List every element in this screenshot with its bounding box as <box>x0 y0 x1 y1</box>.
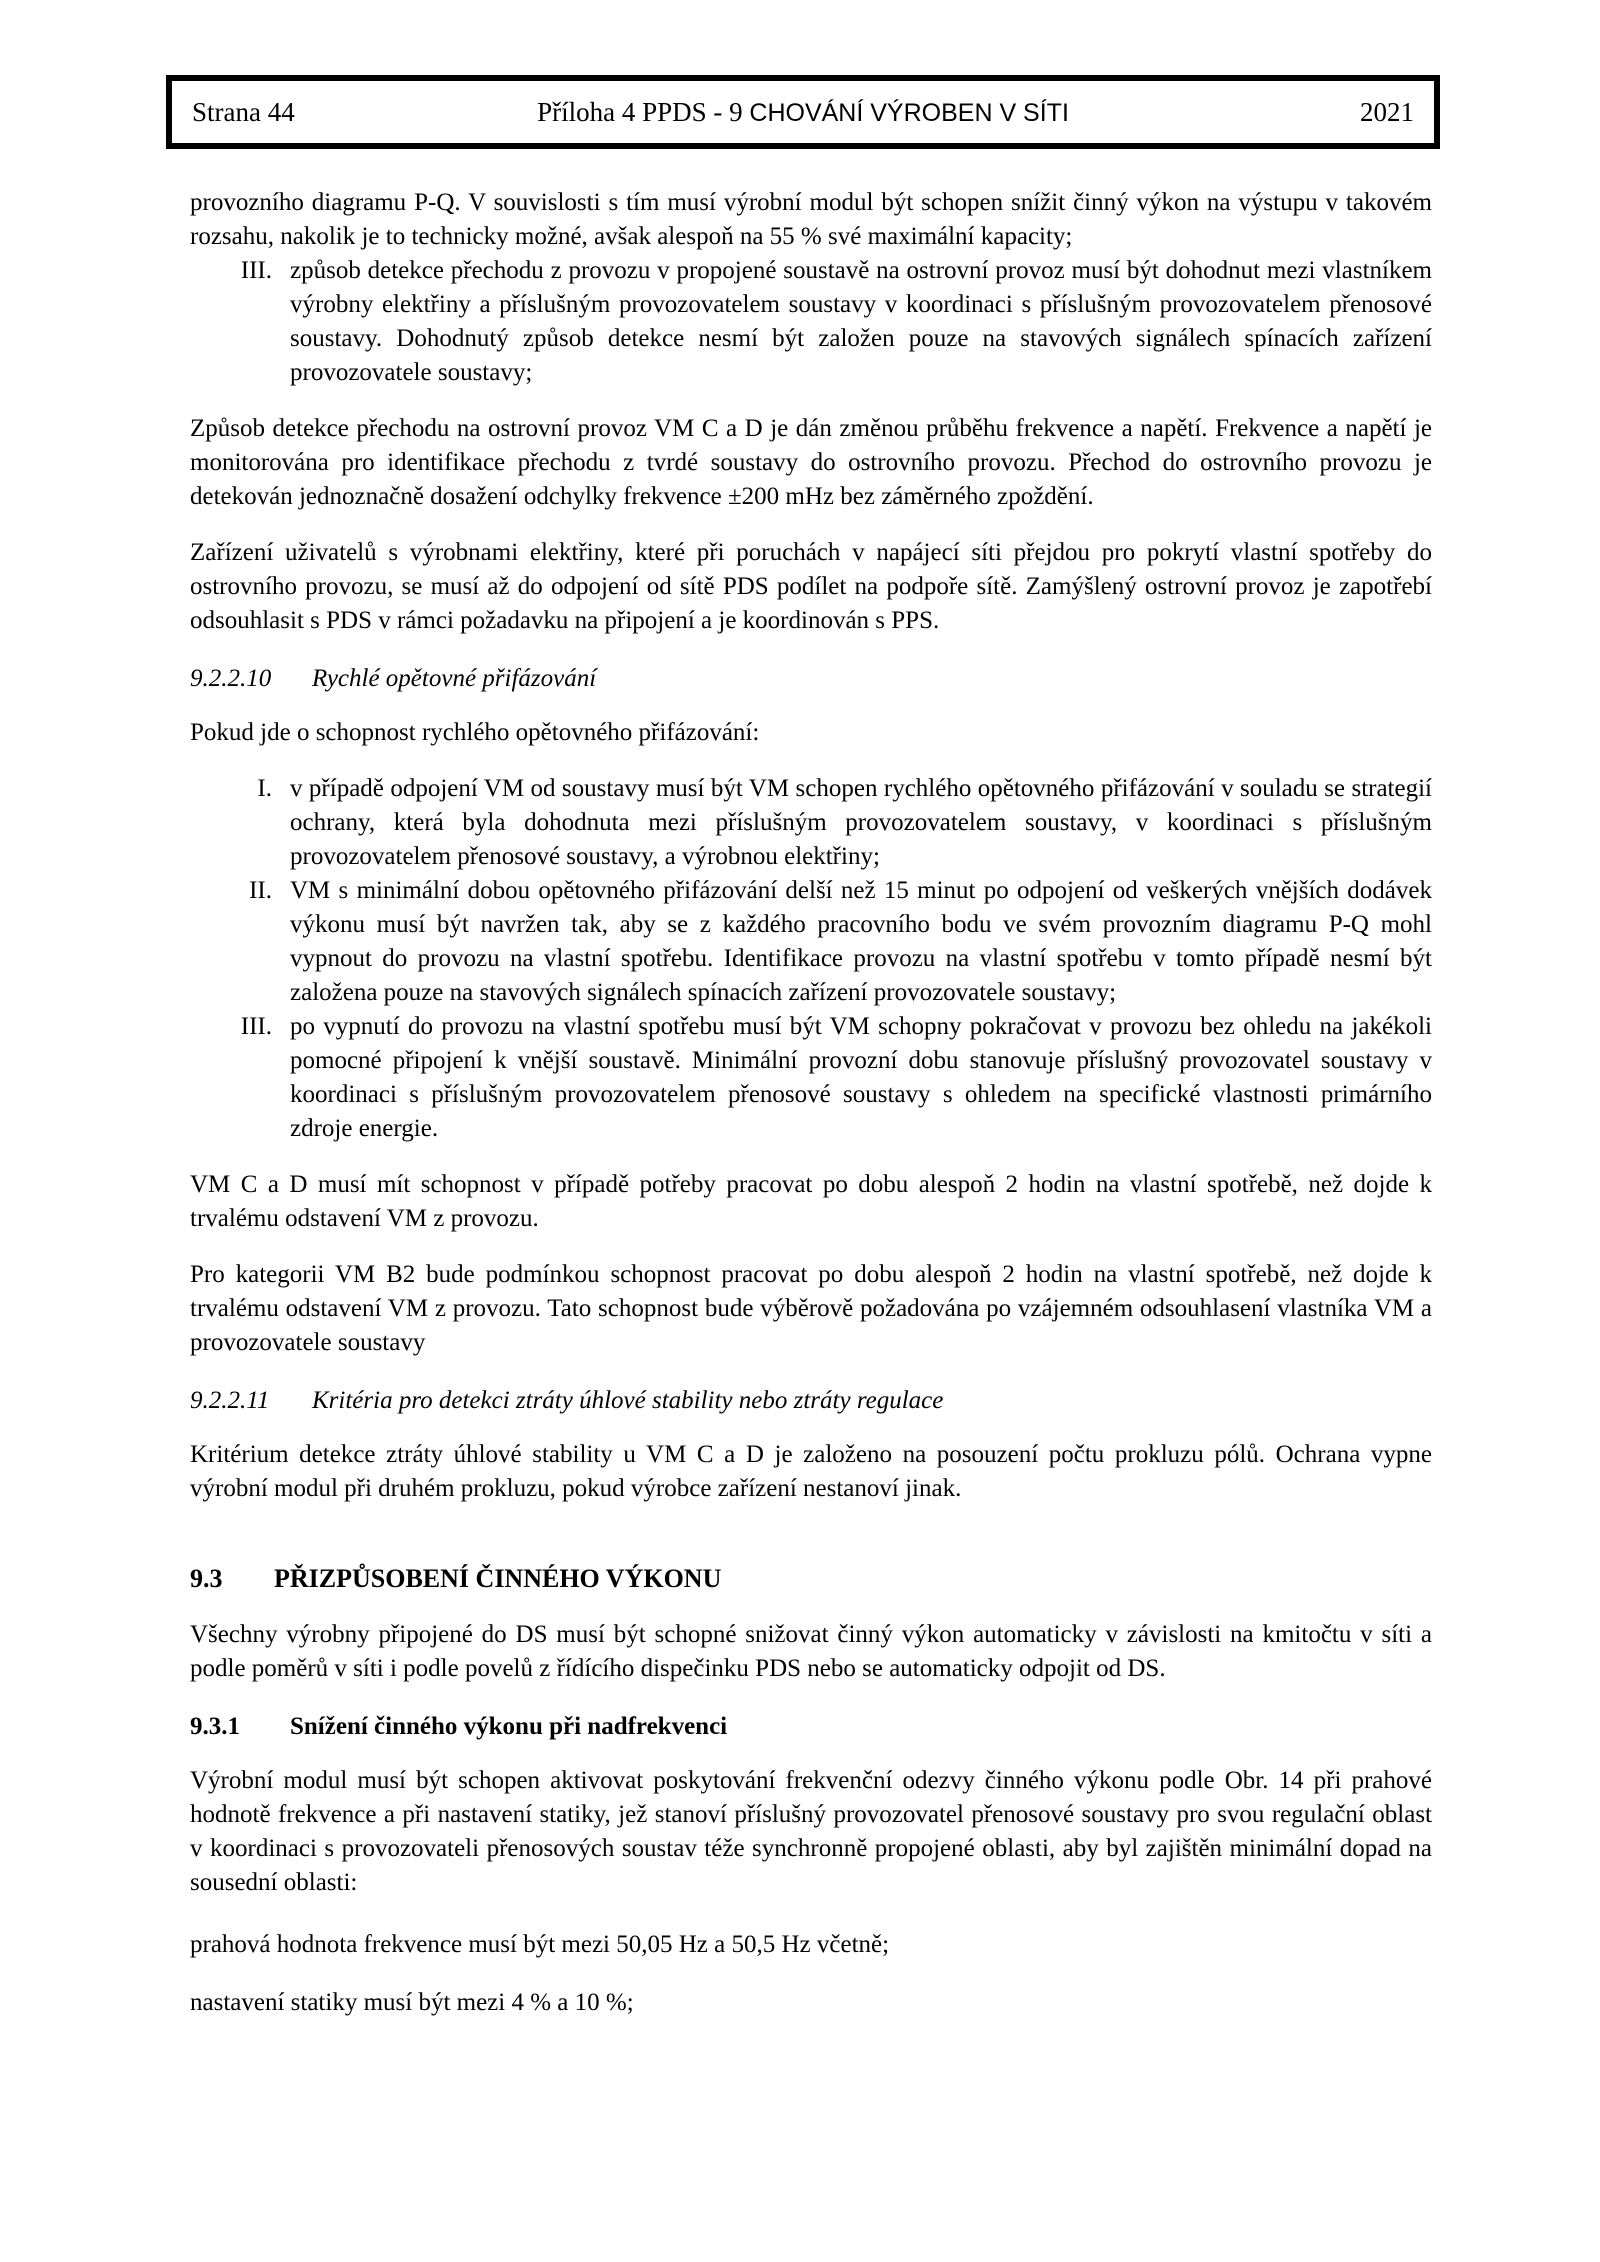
list-marker: III. <box>240 257 272 284</box>
list-item-text: způsob detekce přechodu z provozu v propojené soustavě na ostrovní provoz musí být dohodnut mezi vlastníkem výrobny elektřiny a příslušným provozovatelem soustavy v koordinaci s příslušným provozovatelem přenosové soustavy. Dohodnutý způsob detekce nesmí být založen pouze na stavových signálech spínacích zařízení provozovatele soustavy; <box>290 257 1432 386</box>
section-number: 9.3.1 <box>190 1713 240 1740</box>
paragraph: prahová hodnota frekvence musí být mezi 50,05 Hz a 50,5 Hz včetně; <box>190 1931 890 1958</box>
list-marker: II. <box>249 877 272 904</box>
section-heading <box>190 1562 1432 1596</box>
section-number: 9.3 <box>190 1564 223 1593</box>
section-title: Snížení činného výkonu při nadfrekvenci <box>290 1713 728 1740</box>
paragraph: Zařízení uživatelů s výrobnami elektřiny, které při poruchách v napájecí síti přejdou pro pokrytí vlastní spotřeby do ostrovního provozu, se musí až do odpojení od sítě PDS podílet na podpoře sítě. Zamýšlený ostrovní provoz je zapotřebí odsouhlasit s PDS v rámci požadavku na připojení a je koordinován s PPS. <box>190 539 1432 634</box>
paragraph: nastavení statiky musí být mezi 4 % a 10 %; <box>190 1989 634 2016</box>
list-item <box>190 254 1432 390</box>
list-item-text: VM s minimální dobou opětovného přifázování delší než 15 minut po odpojení od veškerých vnějších dodávek výkonu musí být navržen tak, aby se z každého pracovního bodu ve svém provozním diagramu P-Q mohl vypnout do provozu na vlastní spotřebu. Identifikace provozu na vlastní spotřebu v tomto případě nesmí být založena pouze na stavových signálech spínacích zařízení provozovatele soustavy; <box>290 877 1432 1006</box>
list-item-continuation: provozního diagramu P-Q. V souvislosti s tím musí výrobní modul být schopen snížit činný výkon na výstupu v takovém rozsahu, nakolik je to technicky možné, avšak alespoň na 55 % své maximální kapacity; <box>190 189 1432 250</box>
paragraph: Výrobní modul musí být schopen aktivovat poskytování frekvenční odezvy činného výkonu podle Obr. 14 při prahové hodnotě frekvence a při nastavení statiky, jež stanoví příslušný provozovatel přenosové soustavy pro svou regulační oblast v koordinaci s provozovateli přenosových soustav téže synchronně propojené oblasti, aby byl zajištěn minimální dopad na sousední oblasti: <box>190 1767 1432 1896</box>
list-item-text: v případě odpojení VM od soustavy musí být VM schopen rychlého opětovného přifázování v souladu se strategií ochrany, která byla dohodnuta mezi příslušným provozovatelem soustavy, v koordinaci s příslušným provozovatelem přenosové soustavy, a výrobnou elektřiny; <box>290 775 1432 870</box>
list-marker: I. <box>257 775 272 802</box>
list-marker: III. <box>240 1013 272 1040</box>
list-item <box>190 874 1432 1010</box>
document-title-sans: CHOVÁNÍ VÝROBEN V SÍTI <box>749 98 1069 127</box>
list-item <box>190 772 1432 874</box>
paragraph: Pro kategorii VM B2 bude podmínkou schopnost pracovat po dobu alespoň 2 hodin na vlastní spotřebě, než dojde k trvalému odstavení VM z provozu. Tato schopnost bude výběrově požadována po vzájemném odsouhlasení vlastníka VM a provozovatele soustavy <box>190 1261 1432 1356</box>
section-heading <box>190 1710 1432 1744</box>
document-title-serif: Příloha 4 PPDS - 9 <box>537 96 750 127</box>
list-item-text: po vypnutí do provozu na vlastní spotřebu musí být VM schopny pokračovat v provozu bez ohledu na jakékoli pomocné připojení k vnější soustavě. Minimální provozní dobu stanovuje příslušný provozovatel soustavy v koordinaci s příslušným provozovatelem přenosové soustavy s ohledem na specifické vlastnosti primárního zdroje energie. <box>290 1013 1432 1142</box>
section-title: Rychlé opětovné přifázování <box>312 665 597 692</box>
paragraph: Pokud jde o schopnost rychlého opětovného přifázování: <box>190 719 760 746</box>
section-number: 9.2.2.11 <box>190 1387 270 1414</box>
document-title <box>452 97 1154 128</box>
page-year: 2021 <box>1360 96 1414 127</box>
section-title: PŘIZPŮSOBENÍ ČINNÉHO VÝKONU <box>274 1564 722 1593</box>
page-number: Strana 44 <box>192 96 295 127</box>
page-header <box>166 75 1440 149</box>
paragraph: Kritérium detekce ztráty úhlové stability u VM C a D je založeno na posouzení počtu prokluzu pólů. Ochrana vypne výrobní modul při druhém prokluzu, pokud výrobce zařízení nestanoví jinak. <box>190 1441 1432 1502</box>
section-heading <box>190 662 1432 696</box>
list-item <box>190 1010 1432 1146</box>
paragraph: Způsob detekce přechodu na ostrovní provoz VM C a D je dán změnou průběhu frekvence a napětí. Frekvence a napětí je monitorována pro identifikace přechodu z tvrdé soustavy do ostrovního provozu. Přechod do ostrovního provozu je detekován jednoznačně dosažení odchylky frekvence ±200 mHz bez záměrného zpoždění. <box>190 415 1432 510</box>
document-body <box>190 186 1432 2020</box>
section-heading <box>190 1384 1432 1418</box>
paragraph: Všechny výrobny připojené do DS musí být schopné snižovat činný výkon automaticky v závislosti na kmitočtu v síti a podle poměrů v síti i podle povelů z řídícího dispečinku PDS nebo se automaticky odpojit od DS. <box>190 1621 1432 1682</box>
paragraph: VM C a D musí mít schopnost v případě potřeby pracovat po dobu alespoň 2 hodin na vlastní spotřebě, než dojde k trvalému odstavení VM z provozu. <box>190 1171 1432 1232</box>
section-title: Kritéria pro detekci ztráty úhlové stability nebo ztráty regulace <box>312 1387 944 1414</box>
section-number: 9.2.2.10 <box>190 665 272 692</box>
